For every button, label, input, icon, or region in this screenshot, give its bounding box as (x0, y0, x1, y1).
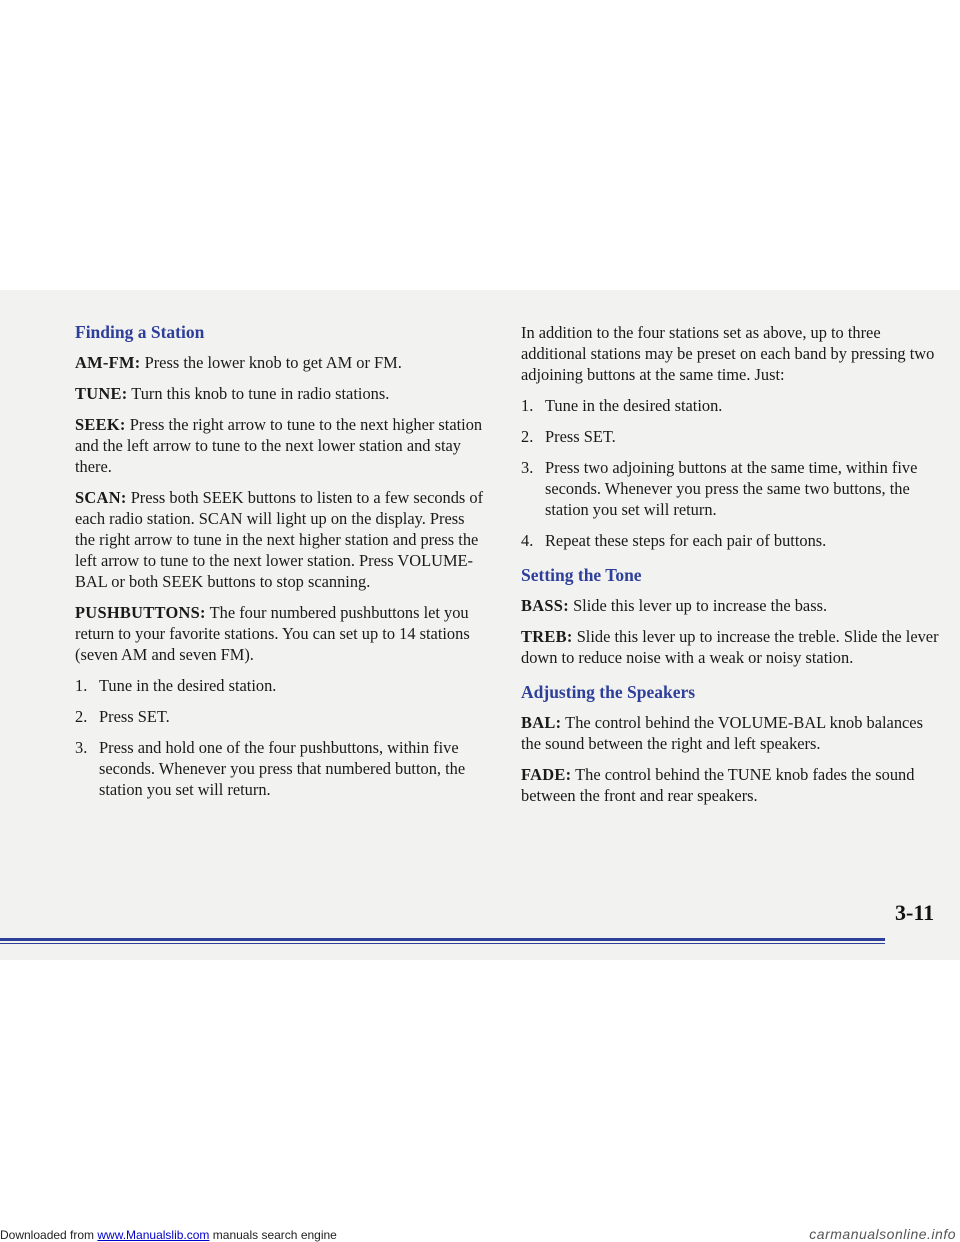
preset-intro: In addition to the four stations set as above, up to three additional stations may be preset on each band by pressing two adjoining buttons at the same time. Just: (521, 323, 935, 384)
bal-term: BAL: (521, 713, 562, 732)
fade-paragraph (521, 764, 941, 806)
fade-term: FADE: (521, 765, 572, 784)
bal-paragraph (521, 712, 941, 754)
right-step-4 (521, 530, 941, 551)
step-text: Press and hold one of the four pushbuttons, within five seconds. Whenever you press that numbered button, the station you set will return. (99, 738, 466, 799)
page-number: 3-11 (895, 900, 935, 925)
rule-line-thick (0, 938, 885, 941)
step-text: Repeat these steps for each pair of buttons. (545, 531, 827, 550)
right-column (521, 322, 941, 816)
treb-text: Slide this lever up to increase the treble. Slide the lever down to reduce noise with a weak or noisy station. (521, 627, 939, 667)
bass-term: BASS: (521, 596, 569, 615)
scan-term: SCAN: (75, 488, 127, 507)
left-column (75, 322, 485, 810)
seek-text: Press the right arrow to tune to the next higher station and the left arrow to tune to the next lower station and stay there. (75, 415, 483, 476)
right-step-2 (521, 426, 941, 447)
bass-paragraph (521, 595, 941, 616)
footer-suffix: manuals search engine (209, 1228, 337, 1242)
tune-term: TUNE: (75, 384, 128, 403)
amfm-text: Press the lower knob to get AM or FM. (140, 353, 402, 372)
step-number: 4. (521, 531, 534, 550)
treb-term: TREB: (521, 627, 573, 646)
left-step-1 (75, 675, 485, 696)
pushbuttons-term: PUSHBUTTONS: (75, 603, 206, 622)
step-text: Tune in the desired station. (99, 676, 277, 695)
bass-text: Slide this lever up to increase the bass. (568, 596, 828, 615)
step-number: 1. (75, 676, 88, 695)
step-number: 3. (75, 738, 88, 757)
step-number: 3. (521, 458, 534, 477)
amfm-paragraph (75, 352, 485, 373)
heading-setting-the-tone: Setting the Tone (521, 565, 642, 585)
step-number: 1. (521, 396, 534, 415)
left-step-3 (75, 737, 485, 800)
treb-paragraph (521, 626, 941, 668)
seek-term: SEEK: (75, 415, 126, 434)
step-text: Press SET. (545, 427, 616, 446)
pushbuttons-paragraph (75, 602, 485, 665)
tune-text: Turn this knob to tune in radio stations. (127, 384, 390, 403)
right-step-3 (521, 457, 941, 520)
pushbuttons-text: The four numbered pushbuttons let you return to your favorite stations. You can set up to 14 stations (seven AM and seven FM). (75, 603, 470, 664)
manualslib-link[interactable]: www.Manualslib.com (97, 1228, 210, 1242)
scan-paragraph (75, 487, 485, 592)
step-text: Tune in the desired station. (545, 396, 723, 415)
right-step-1 (521, 395, 941, 416)
scan-text: Press both SEEK buttons to listen to a few seconds of each radio station. SCAN will light up on the display. Press the right arrow to tune in the next higher station and press the left arrow to tune to the next lower station. Press VOLUME-BAL or both SEEK buttons to stop scanning. (75, 488, 484, 591)
step-text: Press SET. (99, 707, 170, 726)
tune-paragraph (75, 383, 485, 404)
fade-text: The control behind the TUNE knob fades the sound between the front and rear speakers. (521, 765, 915, 805)
left-step-2 (75, 706, 485, 727)
bal-text: The control behind the VOLUME-BAL knob balances the sound between the right and left speakers. (521, 713, 923, 753)
footer-prefix: Downloaded from (0, 1228, 98, 1242)
step-number: 2. (521, 427, 534, 446)
seek-paragraph (75, 414, 485, 477)
rule-line-thin (0, 943, 885, 944)
step-number: 2. (75, 707, 88, 726)
amfm-term: AM-FM: (75, 353, 141, 372)
site-watermark: carmanualsonline.info (809, 1226, 956, 1242)
step-text: Press two adjoining buttons at the same time, within five seconds. Whenever you press the same two buttons, the station you set will return. (545, 458, 918, 519)
heading-adjusting-the-speakers: Adjusting the Speakers (521, 682, 696, 702)
footer-rule (0, 920, 960, 960)
heading-finding-a-station: Finding a Station (75, 322, 205, 342)
